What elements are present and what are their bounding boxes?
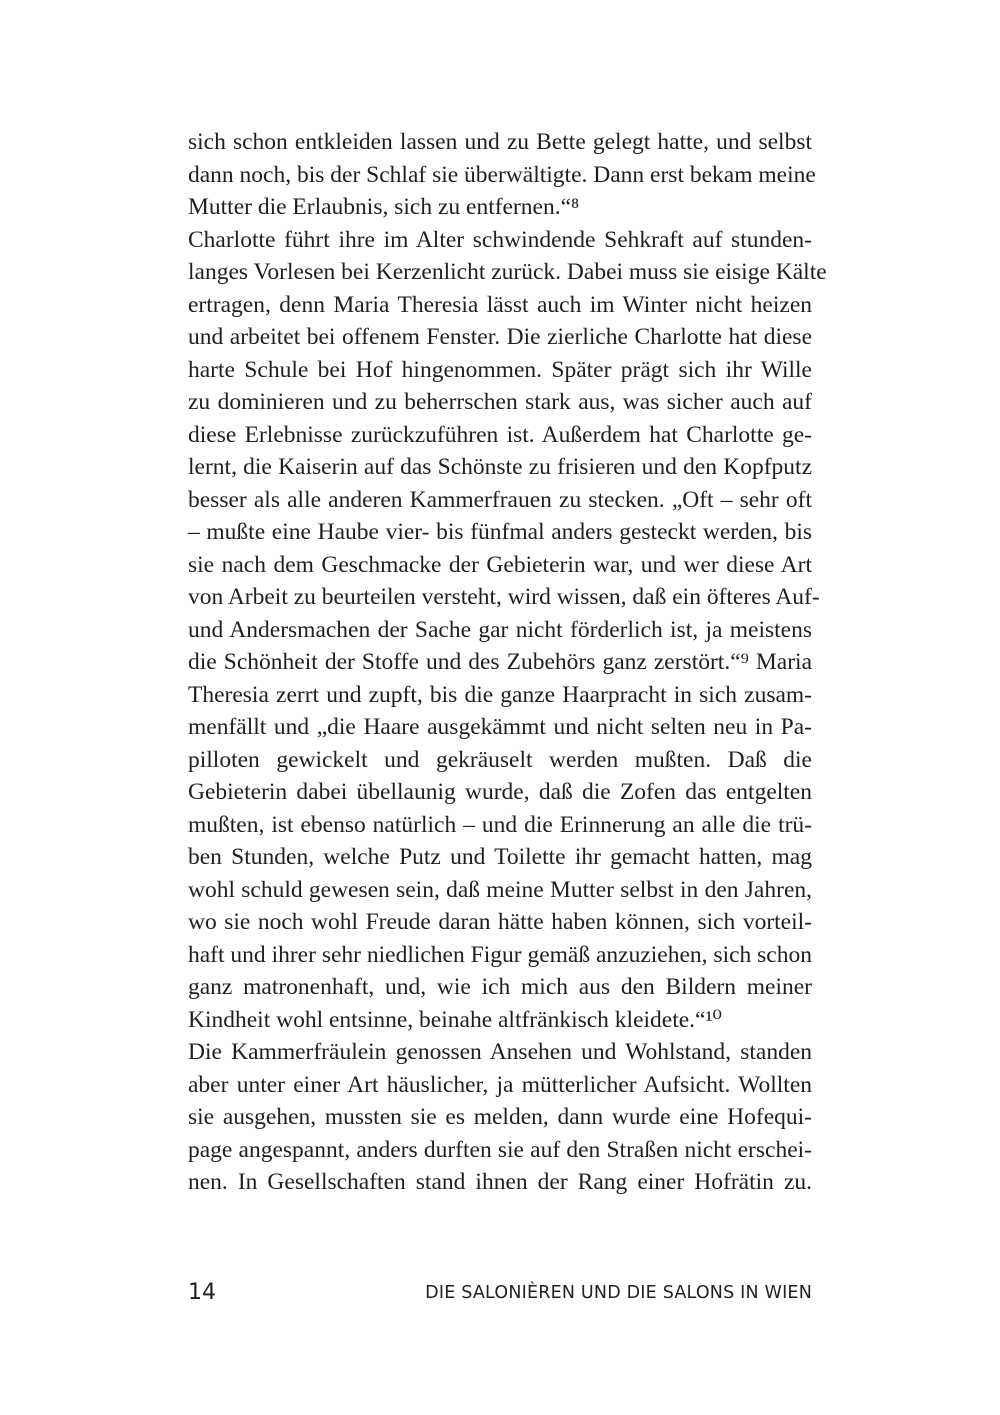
page-number: 14 bbox=[188, 1280, 216, 1305]
text-line: mußten, ist ebenso natürlich – und die Erinnerung an alle die trü- bbox=[188, 811, 812, 838]
text-line: wo sie noch wohl Freude daran hätte haben können, sich vorteil- bbox=[188, 909, 812, 935]
page-footer bbox=[188, 1280, 812, 1310]
text-line: langes Vorlesen bei Kerzenlicht zurück. Dabei muss sie eisige Kälte bbox=[188, 259, 827, 285]
text-line: lernt, die Kaiserin auf das Schönste zu frisieren und den Kopfputz bbox=[188, 454, 812, 480]
text-line: Die Kammerfräulein genossen Ansehen und Wohlstand, standen bbox=[188, 1039, 812, 1065]
text-line: Gebieterin dabei übellaunig wurde, daß die Zofen das entgelten bbox=[188, 779, 812, 805]
text-line: ganz matronenhaft, und, wie ich mich aus den Bildern meiner bbox=[188, 974, 812, 1000]
text-line: harte Schule bei Hof hingenommen. Später prägt sich ihr Wille bbox=[188, 356, 812, 383]
text-line: ben Stunden, welche Putz und Toilette ihr gemacht hatten, mag bbox=[188, 844, 812, 870]
text-line: besser als alle anderen Kammerfrauen zu stecken. „Oft – sehr oft bbox=[188, 486, 812, 513]
text-line: pilloten gewickelt und gekräuselt werden mußten. Daß die bbox=[188, 746, 812, 773]
text-line: sie ausgehen, mussten sie es melden, dann wurde eine Hofequi- bbox=[188, 1104, 812, 1130]
text-line: die Schönheit der Stoffe und des Zubehörs ganz zerstört.“⁹ Maria bbox=[188, 649, 812, 675]
text-line: sich schon entkleiden lassen und zu Bette gelegt hatte, und selbst bbox=[188, 129, 812, 155]
text-line: sie nach dem Geschmacke der Gebieterin war, und wer diese Art bbox=[188, 551, 812, 578]
text-line: wohl schuld gewesen sein, daß meine Mutter selbst in den Jahren, bbox=[188, 876, 812, 903]
text-line: zu dominieren und zu beherrschen stark aus, was sicher auch auf bbox=[188, 389, 812, 415]
running-head: DIE SALONIÈREN UND DIE SALONS IN WIEN bbox=[425, 1283, 812, 1303]
text-line: aber unter einer Art häuslicher, ja mütterlicher Aufsicht. Wollten bbox=[188, 1071, 812, 1098]
text-line: und arbeitet bei offenem Fenster. Die zierliche Charlotte hat diese bbox=[188, 324, 812, 350]
text-line: page angespannt, anders durften sie auf den Straßen nicht erschei- bbox=[188, 1136, 812, 1163]
text-line: Mutter die Erlaubnis, sich zu entfernen.“⁸ bbox=[188, 194, 580, 220]
text-line: und Andersmachen der Sache gar nicht förderlich ist, ja meistens bbox=[188, 616, 812, 643]
text-line: ertragen, denn Maria Theresia lässt auch im Winter nicht heizen bbox=[188, 291, 812, 318]
text-line: nen. In Gesellschaften stand ihnen der Rang einer Hofrätin zu. bbox=[188, 1169, 812, 1195]
text-line: von Arbeit zu beurteilen versteht, wird wissen, daß ein öfteres Auf- bbox=[188, 584, 820, 610]
text-line: Theresia zerrt und zupft, bis die ganze Haarpracht in sich zusam- bbox=[188, 681, 812, 708]
text-line: Kindheit wohl entsinne, beinahe altfränkisch kleidete.“¹⁰ bbox=[188, 1006, 722, 1033]
body-text bbox=[188, 126, 827, 1199]
text-line: – mußte eine Haube vier- bis fünfmal anders gesteckt werden, bis bbox=[188, 519, 812, 545]
text-line: dann noch, bis der Schlaf sie überwältigte. Dann erst bekam meine bbox=[188, 161, 816, 188]
text-line: diese Erlebnisse zurückzuführen ist. Außerdem hat Charlotte ge- bbox=[188, 421, 812, 448]
text-line: haft und ihrer sehr niedlichen Figur gemäß anzuziehen, sich schon bbox=[188, 941, 812, 968]
text-line: Charlotte führt ihre im Alter schwindende Sehkraft auf stunden- bbox=[188, 226, 812, 253]
text-line: menfällt und „die Haare ausgekämmt und nicht selten neu in Pa- bbox=[188, 714, 812, 740]
